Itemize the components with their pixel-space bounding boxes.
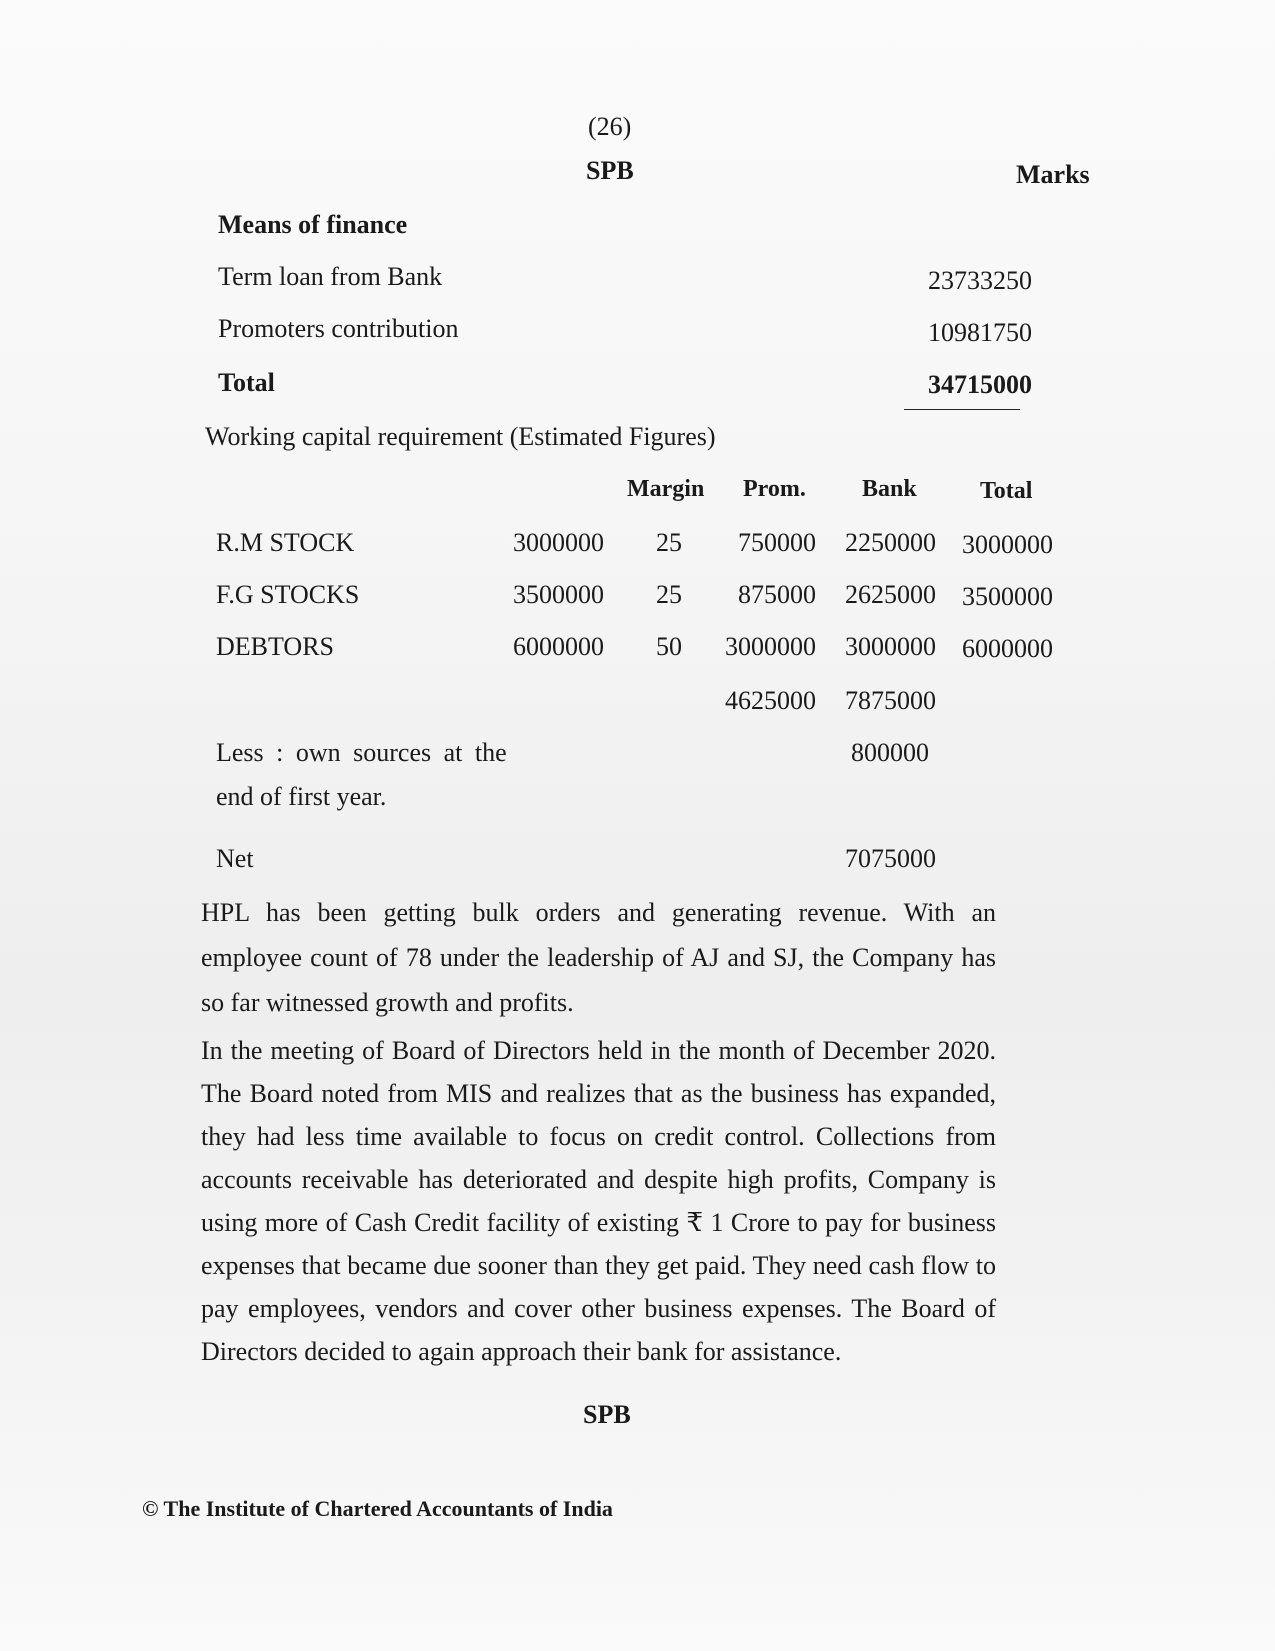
net-label: Net — [216, 844, 254, 873]
subtotal-prom: 4625000 — [725, 686, 816, 715]
marks-label: Marks — [1016, 160, 1090, 189]
finance-total-label: Total — [218, 368, 275, 397]
paragraph-line: they had less time available to focus on credit control. Collections from — [201, 1122, 996, 1151]
finance-row-value: 10981750 — [928, 318, 1032, 347]
paragraph-board-meeting — [201, 1029, 996, 1373]
less-value: 800000 — [851, 738, 929, 767]
wc-row-amount: 3500000 — [513, 580, 604, 609]
finance-row-label: Term loan from Bank — [218, 262, 443, 291]
paragraph-line: accounts receivable has deteriorated and despite high profits, Company is — [201, 1165, 996, 1194]
paragraph-line: so far witnessed growth and profits. — [201, 988, 574, 1017]
wc-row-amount: 3000000 — [513, 528, 604, 557]
finance-row-value: 23733250 — [928, 266, 1032, 295]
net-value: 7075000 — [845, 844, 936, 873]
paragraph-line: pay employees, vendors and cover other business expenses. The Board of — [201, 1294, 996, 1323]
wc-row-margin: 25 — [656, 580, 682, 609]
copyright-notice: © The Institute of Chartered Accountants of India — [142, 1496, 613, 1521]
wc-row-bank: 2625000 — [845, 580, 936, 609]
wc-row-label: R.M STOCK — [216, 528, 355, 557]
wc-row-amount: 6000000 — [513, 632, 604, 661]
wc-row-total: 3500000 — [962, 582, 1053, 611]
paragraph-line: expenses that became due sooner than they get paid. They need cash flow to — [201, 1251, 996, 1280]
wc-row-margin: 50 — [656, 632, 682, 661]
column-header-prom: Prom. — [743, 476, 806, 502]
finance-row-label: Promoters contribution — [218, 314, 459, 343]
paragraph-line: employee count of 78 under the leadership of AJ and SJ, the Company has — [201, 943, 996, 972]
less-own-sources-line1: Less : own sources at the — [216, 738, 507, 767]
wc-row-bank: 3000000 — [845, 632, 936, 661]
wc-row-margin: 25 — [656, 528, 682, 557]
wc-row-prom: 3000000 — [725, 632, 816, 661]
column-header-bank: Bank — [862, 476, 917, 502]
total-underline — [904, 409, 1020, 410]
paragraph-growth — [201, 890, 996, 1025]
subtotal-bank: 7875000 — [845, 686, 936, 715]
means-of-finance-heading: Means of finance — [218, 210, 408, 239]
paragraph-line: The Board noted from MIS and realizes that as the business has expanded, — [201, 1079, 996, 1108]
wc-row-prom: 750000 — [738, 528, 816, 557]
wc-row-bank: 2250000 — [845, 528, 936, 557]
footer-code: SPB — [583, 1400, 631, 1429]
paragraph-line: In the meeting of Board of Directors held in the month of December 2020. — [201, 1036, 996, 1065]
header-code: SPB — [586, 156, 634, 185]
wc-row-label: DEBTORS — [216, 632, 334, 661]
less-own-sources-line2: end of first year. — [216, 782, 387, 811]
wc-row-label: F.G STOCKS — [216, 580, 360, 609]
wc-row-total: 6000000 — [962, 634, 1053, 663]
column-header-total: Total — [980, 478, 1033, 504]
page-number: (26) — [588, 112, 632, 141]
paragraph-line: Directors decided to again approach their bank for assistance. — [201, 1337, 842, 1366]
working-capital-heading: Working capital requirement (Estimated Figures) — [205, 422, 716, 451]
finance-total-value: 34715000 — [928, 370, 1032, 399]
paragraph-line: using more of Cash Credit facility of existing ₹ 1 Crore to pay for business — [201, 1208, 996, 1237]
wc-row-prom: 875000 — [738, 580, 816, 609]
paragraph-line: HPL has been getting bulk orders and generating revenue. With an — [201, 898, 996, 927]
wc-row-total: 3000000 — [962, 530, 1053, 559]
column-header-margin: Margin — [627, 476, 705, 502]
